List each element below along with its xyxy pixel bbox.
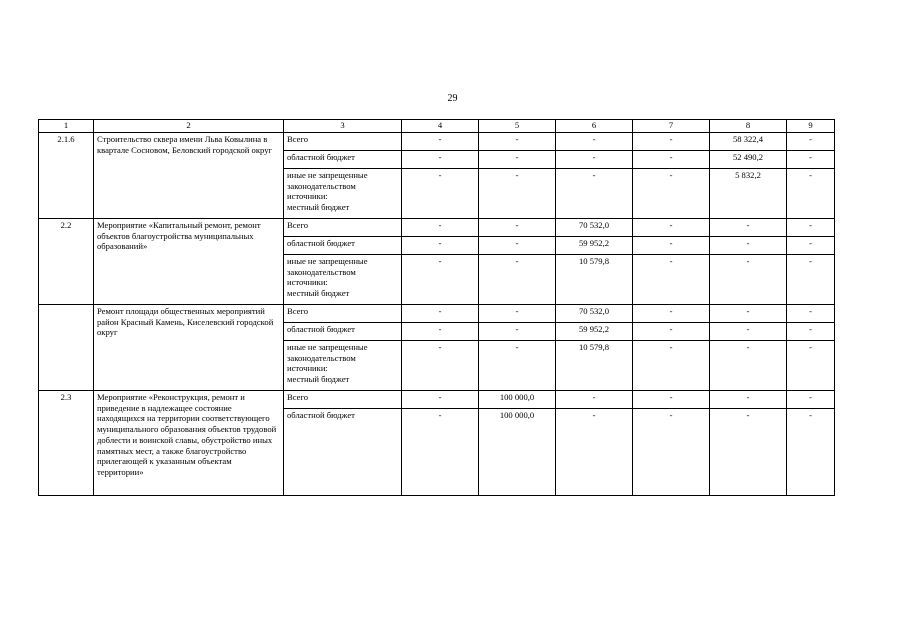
amount-cell: - bbox=[556, 409, 633, 496]
amount-cell: - bbox=[402, 133, 479, 151]
column-number-cell: 6 bbox=[556, 120, 633, 133]
amount-cell: - bbox=[787, 219, 835, 237]
column-number-row bbox=[39, 120, 835, 133]
funding-source-cell: Всего bbox=[284, 219, 402, 237]
amount-cell: - bbox=[402, 219, 479, 237]
amount-cell: - bbox=[633, 391, 710, 409]
column-number-cell: 9 bbox=[787, 120, 835, 133]
amount-cell: - bbox=[633, 305, 710, 323]
amount-cell: - bbox=[787, 323, 835, 341]
funding-source-cell: иные не запрещенные законодательством источники: местный бюджет bbox=[284, 255, 402, 305]
amount-cell: - bbox=[787, 237, 835, 255]
amount-cell: - bbox=[402, 391, 479, 409]
amount-cell: - bbox=[787, 409, 835, 496]
amount-cell: - bbox=[479, 151, 556, 169]
amount-cell: - bbox=[710, 305, 787, 323]
amount-cell: - bbox=[479, 133, 556, 151]
amount-cell: - bbox=[402, 341, 479, 391]
amount-cell: - bbox=[402, 169, 479, 219]
amount-cell: - bbox=[402, 323, 479, 341]
table-row bbox=[39, 391, 835, 409]
column-number-cell: 1 bbox=[39, 120, 94, 133]
amount-cell: - bbox=[787, 341, 835, 391]
funding-source-cell: областной бюджет bbox=[284, 151, 402, 169]
row-code-cell bbox=[39, 305, 94, 391]
event-name-cell: Ремонт площади общественных мероприятий район Красный Камень, Киселевский городской округ bbox=[94, 305, 284, 391]
amount-cell: - bbox=[556, 169, 633, 219]
amount-cell: - bbox=[710, 341, 787, 391]
amount-cell: - bbox=[787, 305, 835, 323]
funding-source-cell: областной бюджет bbox=[284, 323, 402, 341]
funding-source-cell: областной бюджет bbox=[284, 237, 402, 255]
amount-cell: - bbox=[479, 219, 556, 237]
amount-cell: - bbox=[402, 409, 479, 496]
amount-cell: 100 000,0 bbox=[479, 391, 556, 409]
amount-cell: 52 490,2 bbox=[710, 151, 787, 169]
row-code-cell: 2.3 bbox=[39, 391, 94, 496]
amount-cell: 59 952,2 bbox=[556, 323, 633, 341]
amount-cell: - bbox=[710, 323, 787, 341]
amount-cell: - bbox=[633, 255, 710, 305]
amount-cell: - bbox=[633, 219, 710, 237]
event-name-cell: Строительство сквера имени Льва Ковылина в квартале Сосновом, Беловский городской округ bbox=[94, 133, 284, 219]
amount-cell: - bbox=[402, 237, 479, 255]
amount-cell: - bbox=[479, 323, 556, 341]
table-row bbox=[39, 133, 835, 151]
budget-table bbox=[38, 119, 835, 496]
column-number-cell: 7 bbox=[633, 120, 710, 133]
amount-cell: - bbox=[787, 169, 835, 219]
amount-cell: - bbox=[633, 341, 710, 391]
amount-cell: - bbox=[633, 237, 710, 255]
page-number: 29 bbox=[447, 93, 458, 104]
amount-cell: - bbox=[402, 151, 479, 169]
amount-cell: - bbox=[787, 151, 835, 169]
table-row bbox=[39, 219, 835, 237]
funding-source-cell: областной бюджет bbox=[284, 409, 402, 496]
amount-cell: - bbox=[556, 133, 633, 151]
amount-cell: - bbox=[787, 255, 835, 305]
amount-cell: - bbox=[710, 237, 787, 255]
amount-cell: - bbox=[710, 391, 787, 409]
table-row bbox=[39, 305, 835, 323]
amount-cell: 58 322,4 bbox=[710, 133, 787, 151]
amount-cell: - bbox=[556, 151, 633, 169]
amount-cell: - bbox=[479, 169, 556, 219]
amount-cell: - bbox=[633, 151, 710, 169]
amount-cell: - bbox=[710, 409, 787, 496]
column-number-cell: 5 bbox=[479, 120, 556, 133]
amount-cell: - bbox=[710, 219, 787, 237]
amount-cell: 59 952,2 bbox=[556, 237, 633, 255]
funding-source-cell: Всего bbox=[284, 305, 402, 323]
amount-cell: - bbox=[787, 391, 835, 409]
amount-cell: 70 532,0 bbox=[556, 305, 633, 323]
amount-cell: - bbox=[479, 255, 556, 305]
column-number-cell: 8 bbox=[710, 120, 787, 133]
funding-source-cell: Всего bbox=[284, 391, 402, 409]
column-number-cell: 2 bbox=[94, 120, 284, 133]
amount-cell: 10 579,8 bbox=[556, 255, 633, 305]
amount-cell: - bbox=[402, 305, 479, 323]
funding-source-cell: иные не запрещенные законодательством источники: местный бюджет bbox=[284, 341, 402, 391]
amount-cell: - bbox=[479, 305, 556, 323]
amount-cell: 10 579,8 bbox=[556, 341, 633, 391]
amount-cell: - bbox=[556, 391, 633, 409]
amount-cell: - bbox=[402, 255, 479, 305]
amount-cell: 70 532,0 bbox=[556, 219, 633, 237]
row-code-cell: 2.1.6 bbox=[39, 133, 94, 219]
amount-cell: - bbox=[633, 323, 710, 341]
funding-source-cell: Всего bbox=[284, 133, 402, 151]
amount-cell: - bbox=[787, 133, 835, 151]
funding-source-cell: иные не запрещенные законодательством источники: местный бюджет bbox=[284, 169, 402, 219]
amount-cell: 100 000,0 bbox=[479, 409, 556, 496]
amount-cell: - bbox=[479, 341, 556, 391]
row-code-cell: 2.2 bbox=[39, 219, 94, 305]
column-number-cell: 3 bbox=[284, 120, 402, 133]
column-number-cell: 4 bbox=[402, 120, 479, 133]
amount-cell: - bbox=[633, 409, 710, 496]
amount-cell: - bbox=[479, 237, 556, 255]
amount-cell: - bbox=[633, 133, 710, 151]
amount-cell: 5 832,2 bbox=[710, 169, 787, 219]
amount-cell: - bbox=[710, 255, 787, 305]
event-name-cell: Мероприятие «Реконструкция, ремонт и приведение в надлежащее состояние находящихся на территории соответствующего муниципального образования объектов трудовой доблести и воинской славы, обустройство иных памятных мест, а также благоустройство прилегающей к указанным объектам территории» bbox=[94, 391, 284, 496]
amount-cell: - bbox=[633, 169, 710, 219]
event-name-cell: Мероприятие «Капитальный ремонт, ремонт объектов благоустройства муниципальных образований» bbox=[94, 219, 284, 305]
